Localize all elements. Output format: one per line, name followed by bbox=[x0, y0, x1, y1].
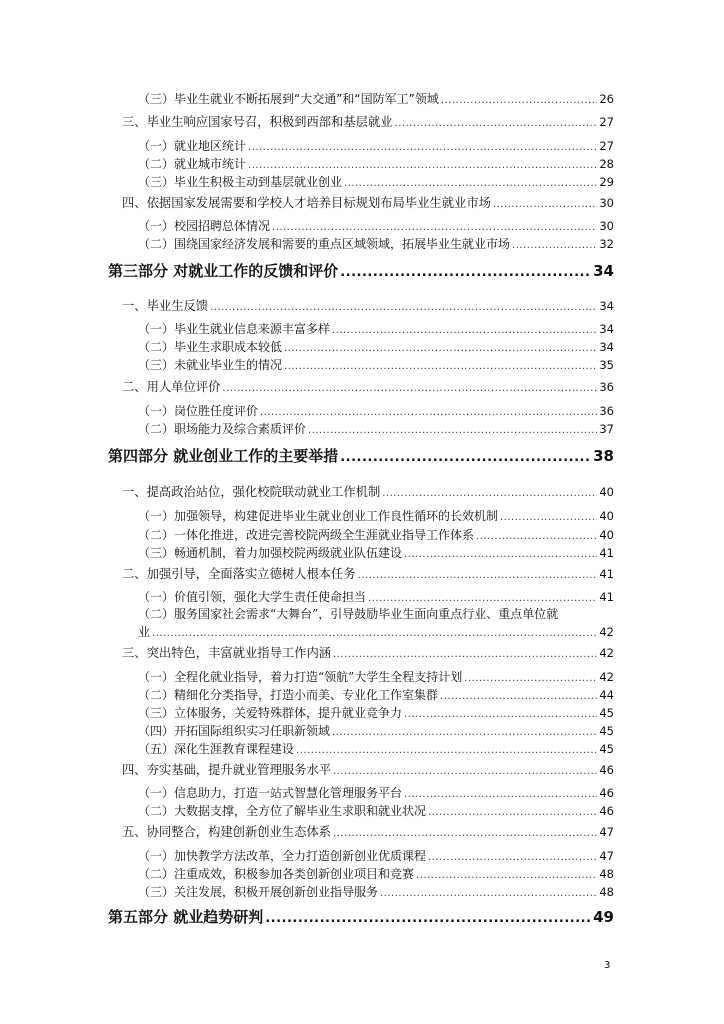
toc-entry-title: （三）毕业生积极主动到基层就业创业 bbox=[138, 175, 343, 189]
toc-entry-page: 37 bbox=[599, 422, 614, 436]
toc-entry[interactable] bbox=[0, 420, 724, 437]
toc-leader-dots bbox=[248, 142, 597, 153]
toc-leader-dots bbox=[368, 593, 597, 604]
page-number: 3 bbox=[604, 960, 611, 971]
toc-leader-dots bbox=[222, 383, 597, 394]
toc-leader-dots bbox=[380, 888, 597, 899]
toc-entry-page: 27 bbox=[599, 115, 614, 129]
toc-leader-dots bbox=[332, 727, 597, 738]
toc-entry-page: 41 bbox=[599, 546, 614, 560]
toc-entry-page: 32 bbox=[599, 237, 614, 251]
toc-entry-title: （二）一体化推进，改进完善校院两级全生涯就业指导工作体系 bbox=[138, 528, 475, 542]
toc-entry-title: （一）校园招聘总体情况 bbox=[138, 219, 271, 233]
toc-entry-page: 45 bbox=[599, 706, 614, 720]
toc-entry-title: （四）开拓国际组织实习任职新领域 bbox=[138, 724, 331, 738]
toc-entry-title: （二）毕业生求职成本较低 bbox=[138, 340, 283, 354]
toc-entry-page: 48 bbox=[599, 885, 614, 899]
toc-entry[interactable] bbox=[0, 704, 724, 721]
toc-leader-dots bbox=[340, 450, 591, 465]
toc-entry-title: 一、毕业生反馈 bbox=[122, 299, 209, 313]
toc-entry[interactable] bbox=[0, 217, 724, 234]
toc-entry[interactable] bbox=[0, 668, 724, 685]
toc-entry[interactable] bbox=[0, 90, 724, 107]
toc-entry-page: 40 bbox=[599, 528, 614, 542]
toc-leader-dots bbox=[296, 745, 597, 756]
toc-entry[interactable] bbox=[0, 544, 724, 561]
toc-entry[interactable] bbox=[0, 320, 724, 337]
toc-entry[interactable] bbox=[0, 482, 724, 500]
toc-entry[interactable] bbox=[0, 377, 724, 395]
toc-entry-title: （一）全程化就业指导，着力打造“领航”大学生全程支持计划 bbox=[138, 670, 463, 684]
toc-entry-title: 二、用人单位评价 bbox=[122, 380, 221, 394]
toc-entry-page: 46 bbox=[599, 786, 614, 800]
toc-entry-page: 49 bbox=[593, 908, 614, 926]
toc-entry[interactable] bbox=[0, 296, 724, 314]
toc-entry[interactable] bbox=[0, 686, 724, 703]
toc-leader-dots bbox=[476, 531, 597, 542]
toc-leader-dots bbox=[333, 828, 597, 839]
toc-entry[interactable] bbox=[0, 740, 724, 757]
toc-entry-title: （三）畅通机制，着力加强校院两级就业队伍建设 bbox=[138, 546, 403, 560]
toc-entry-page: 41 bbox=[599, 567, 614, 581]
toc-leader-dots bbox=[358, 570, 598, 581]
toc-leader-dots bbox=[308, 425, 597, 436]
toc-entry-title: （一）加快教学方法改革，全力打造创新创业优质课程 bbox=[138, 849, 427, 863]
toc-entry-page: 34 bbox=[599, 340, 614, 354]
toc-leader-dots bbox=[284, 361, 597, 372]
toc-part-heading[interactable] bbox=[0, 260, 724, 281]
toc-leader-dots bbox=[272, 222, 597, 233]
toc-leader-dots bbox=[441, 95, 597, 106]
toc-entry-page: 36 bbox=[599, 404, 614, 418]
toc-entry-page: 41 bbox=[599, 590, 614, 604]
toc-entry-title: （一）岗位胜任度评价 bbox=[138, 404, 259, 418]
toc-leader-dots bbox=[382, 488, 597, 499]
toc-leader-dots bbox=[344, 178, 597, 189]
toc-entry-title: 四、依据国家发展需要和学校人才培养目标规划布局毕业生就业市场 bbox=[122, 196, 491, 210]
toc-entry-page: 34 bbox=[599, 322, 614, 336]
toc-entry-title: 四、夯实基础，提升就业管理服务水平 bbox=[122, 763, 332, 777]
toc-entry-title: （二）就业城市统计 bbox=[138, 157, 247, 171]
toc-leader-dots bbox=[500, 512, 597, 523]
toc-leader-dots bbox=[428, 807, 597, 818]
toc-entry[interactable] bbox=[0, 173, 724, 190]
toc-entry-title: 第四部分 就业创业工作的主要举措 bbox=[108, 447, 339, 465]
toc-entry-page: 47 bbox=[599, 825, 614, 839]
toc-entry-page: 46 bbox=[599, 763, 614, 777]
toc-entry-title: 五、协同整合，构建创新创业生态体系 bbox=[122, 825, 332, 839]
toc-entry[interactable] bbox=[0, 722, 724, 739]
toc-entry[interactable] bbox=[0, 356, 724, 373]
toc-leader-dots bbox=[260, 407, 597, 418]
toc-leader-dots bbox=[340, 265, 591, 280]
toc-entry-title: 三、毕业生响应国家号召，积极到西部和基层就业 bbox=[122, 115, 393, 129]
toc-leader-dots bbox=[404, 549, 597, 560]
toc-entry[interactable] bbox=[0, 155, 724, 172]
toc-entry-title: （一）毕业生就业信息来源丰富多样 bbox=[138, 322, 331, 336]
toc-entry[interactable] bbox=[0, 112, 724, 130]
toc-entry-page: 30 bbox=[599, 219, 614, 233]
toc-leader-dots bbox=[333, 766, 597, 777]
toc-entry-title: （二）注重成效，积极参加各类创新创业项目和竞赛 bbox=[138, 867, 415, 881]
toc-entry-page: 42 bbox=[599, 670, 614, 684]
toc-entry-page: 48 bbox=[599, 867, 614, 881]
toc-entry[interactable] bbox=[0, 193, 724, 211]
toc-entry-page: 40 bbox=[599, 485, 614, 499]
toc-entry-title: （一）加强领导，构建促进毕业生就业创业工作良性循环的长效机制 bbox=[138, 509, 499, 523]
toc-entry-page: 46 bbox=[599, 804, 614, 818]
toc-leader-dots bbox=[428, 852, 597, 863]
toc-entry-title: （三）毕业生就业不断拓展到“大交通”和“国防军工”领域 bbox=[138, 92, 439, 106]
toc-entry-title-continued: 业 bbox=[138, 625, 151, 639]
toc-entry-page: 38 bbox=[593, 447, 614, 465]
toc-leader-dots bbox=[284, 343, 597, 354]
toc-entry[interactable] bbox=[0, 784, 724, 801]
toc-entry-page: 34 bbox=[593, 262, 614, 280]
toc-entry-title: （三）未就业毕业生的情况 bbox=[138, 358, 283, 372]
toc-entry[interactable] bbox=[0, 883, 724, 900]
toc-entry[interactable] bbox=[0, 802, 724, 819]
toc-entry-page: 36 bbox=[599, 380, 614, 394]
toc-entry[interactable] bbox=[0, 623, 724, 640]
toc-leader-dots bbox=[512, 240, 597, 251]
toc-leader-dots bbox=[152, 628, 597, 639]
toc-leader-dots bbox=[210, 302, 597, 313]
toc-leader-dots bbox=[248, 160, 597, 171]
toc-entry-page: 28 bbox=[599, 157, 614, 171]
toc-entry-title: 第三部分 对就业工作的反馈和评价 bbox=[108, 262, 339, 280]
toc-entry-title: 三、突出特色，丰富就业指导工作内涵 bbox=[122, 646, 332, 660]
toc-entry-title: （一）就业地区统计 bbox=[138, 139, 247, 153]
toc-leader-dots bbox=[265, 911, 591, 926]
toc-entry-page: 47 bbox=[599, 849, 614, 863]
toc-leader-dots bbox=[440, 691, 597, 702]
toc-leader-dots bbox=[332, 325, 597, 336]
toc-entry-title: （二）职场能力及综合素质评价 bbox=[138, 422, 307, 436]
toc-entry[interactable] bbox=[0, 338, 724, 355]
toc-entry-page: 35 bbox=[599, 358, 614, 372]
toc-entry[interactable] bbox=[0, 643, 724, 661]
toc-leader-dots bbox=[493, 199, 597, 210]
toc-entry[interactable] bbox=[0, 847, 724, 864]
toc-entry-title: 二、加强引导，全面落实立德树人根本任务 bbox=[122, 567, 356, 581]
toc-leader-dots bbox=[395, 118, 598, 129]
toc-entry-title: （二）围绕国家经济发展和需要的重点区域领域，拓展毕业生就业市场 bbox=[138, 237, 511, 251]
toc-entry[interactable] bbox=[0, 402, 724, 419]
toc-entry-page: 30 bbox=[599, 196, 614, 210]
toc-entry[interactable] bbox=[0, 526, 724, 543]
toc-entry[interactable] bbox=[0, 822, 724, 840]
toc-entry-title: 第五部分 就业趋势研判 bbox=[108, 908, 264, 926]
toc-entry-page: 29 bbox=[599, 175, 614, 189]
toc-entry-page: 34 bbox=[599, 299, 614, 313]
toc-entry-title: （三）关注发展，积极开展创新创业指导服务 bbox=[138, 885, 379, 899]
toc-entry[interactable] bbox=[0, 588, 724, 605]
toc-part-heading[interactable] bbox=[0, 445, 724, 466]
toc-entry-title: （一）信息助力，打造一站式智慧化管理服务平台 bbox=[138, 786, 403, 800]
toc-entry-title: 一、提高政治站位，强化校院联动就业工作机制 bbox=[122, 485, 381, 499]
toc-entry-page: 42 bbox=[599, 646, 614, 660]
toc-entry[interactable] bbox=[0, 865, 724, 882]
toc-entry[interactable] bbox=[0, 507, 724, 524]
toc-entry-title: （一）价值引领，强化大学生责任使命担当 bbox=[138, 590, 367, 604]
toc-entry[interactable] bbox=[0, 760, 724, 778]
toc-entry-title: （二）大数据支撑，全方位了解毕业生求职和就业状况 bbox=[138, 804, 427, 818]
toc-entry-title: （五）深化生涯教育课程建设 bbox=[138, 742, 295, 756]
toc-entry-page: 45 bbox=[599, 742, 614, 756]
toc-entry[interactable] bbox=[0, 564, 724, 582]
toc-entry-title: （二）精细化分类指导，打造小而美、专业化工作室集群 bbox=[138, 688, 439, 702]
toc-entry-page: 26 bbox=[599, 92, 614, 106]
toc-leader-dots bbox=[333, 649, 597, 660]
toc-entry[interactable] bbox=[0, 137, 724, 154]
toc-leader-dots bbox=[416, 870, 597, 881]
toc-part-heading[interactable] bbox=[0, 906, 724, 927]
toc-entry-page: 40 bbox=[599, 509, 614, 523]
toc-entry-wrapped-title[interactable]: （二）服务国家社会需求“大舞台”，引导鼓励毕业生面向重点行业、重点单位就 bbox=[138, 607, 559, 621]
toc-entry-page: 42 bbox=[599, 625, 614, 639]
toc-leader-dots bbox=[464, 673, 597, 684]
toc-leader-dots bbox=[404, 789, 597, 800]
toc-leader-dots bbox=[404, 709, 597, 720]
toc-entry-title: （三）立体服务，关爱特殊群体，提升就业竞争力 bbox=[138, 706, 403, 720]
toc-entry-page: 27 bbox=[599, 139, 614, 153]
toc-entry-page: 44 bbox=[599, 688, 614, 702]
toc-entry[interactable] bbox=[0, 235, 724, 252]
toc-entry-page: 45 bbox=[599, 724, 614, 738]
